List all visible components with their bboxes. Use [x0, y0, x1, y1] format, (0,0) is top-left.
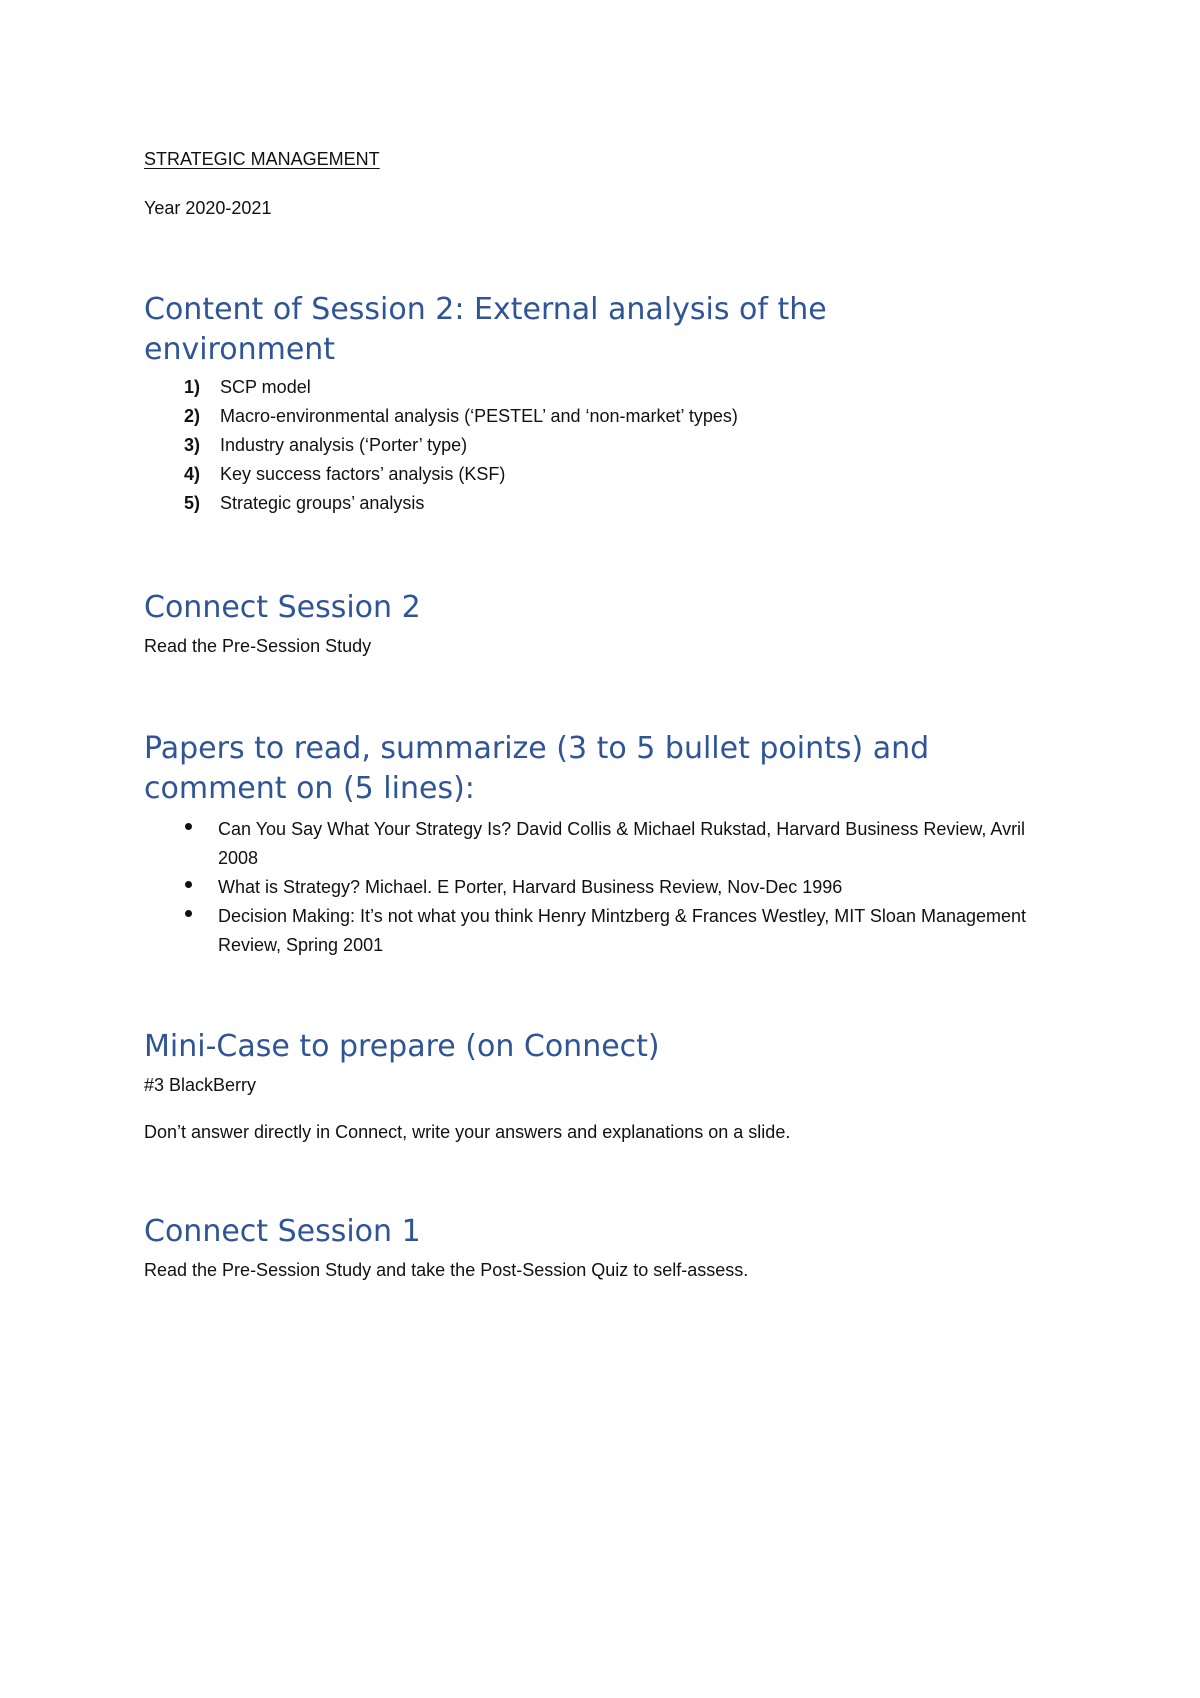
bullet-icon: [185, 881, 192, 888]
bullet-icon: [185, 910, 192, 917]
list-number: 3): [184, 435, 201, 455]
bullet-text: What is Strategy? Michael. E Porter, Harvard Business Review, Nov-Dec 1996: [218, 877, 843, 897]
connect-session-1-text: Read the Pre-Session Study and take the Post-Session Quiz to self-assess.: [144, 1260, 749, 1280]
mini-case-note: Don’t answer directly in Connect, write your answers and explanations on a slide.: [144, 1122, 791, 1142]
document-title: STRATEGIC MANAGEMENT: [144, 149, 380, 169]
list-number: 2): [184, 406, 201, 426]
heading-mini-case: Mini-Case to prepare (on Connect): [144, 1029, 660, 1064]
list-text: SCP model: [220, 377, 311, 397]
list-number: 4): [184, 464, 201, 484]
list-text: Industry analysis (‘Porter’ type): [220, 435, 468, 455]
list-text: Key success factors’ analysis (KSF): [220, 464, 506, 484]
list-number: 5): [184, 493, 201, 513]
bullet-text: Can You Say What Your Strategy Is? David Collis & Michael Rukstad, Harvard Business Review, Avril 2008: [218, 819, 1026, 868]
bullet-icon: [185, 823, 192, 830]
heading-content-session-2: Content of Session 2: External analysis of the environment: [144, 292, 827, 367]
list-number: 1): [184, 377, 201, 397]
connect-session-2-text: Read the Pre-Session Study: [144, 636, 372, 656]
list-text: Macro-environmental analysis (‘PESTEL’ and ‘non-market’ types): [220, 406, 738, 426]
mini-case-name: #3 BlackBerry: [144, 1075, 257, 1095]
heading-connect-session-2: Connect Session 2: [144, 590, 421, 625]
heading-papers: Papers to read, summarize (3 to 5 bullet points) and comment on (5 lines):: [144, 731, 930, 806]
bullet-text: Decision Making: It’s not what you think Henry Mintzberg & Frances Westley, MIT Sloan Management Review, Spring 2001: [218, 906, 1027, 955]
document-year: Year 2020-2021: [144, 198, 272, 218]
list-text: Strategic groups’ analysis: [220, 493, 425, 513]
heading-connect-session-1: Connect Session 1: [144, 1214, 421, 1249]
